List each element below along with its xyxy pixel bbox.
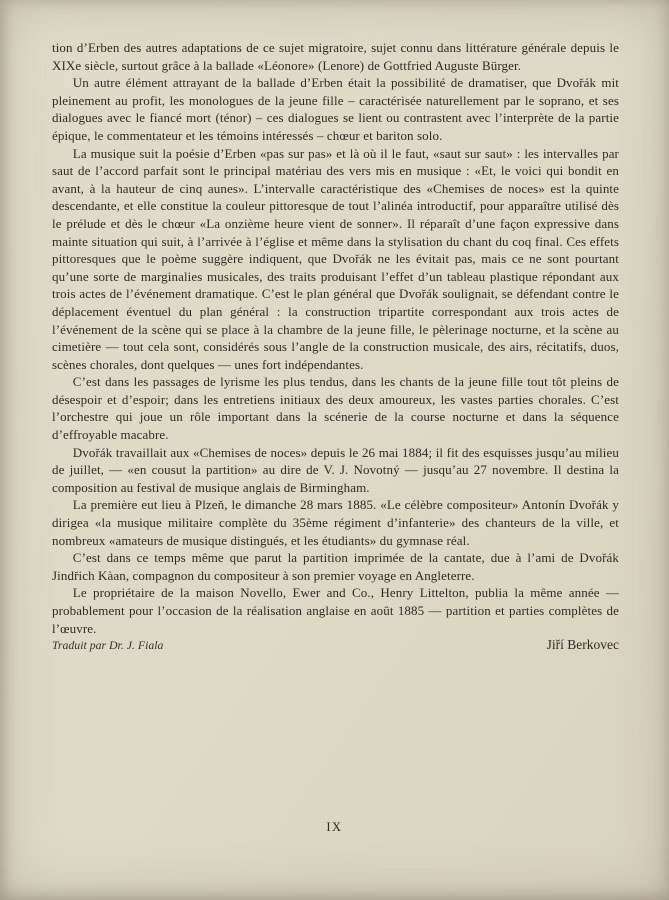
page-body-text xyxy=(52,39,619,637)
paragraph: Le propriétaire de la maison Novello, Ewer and Co., Henry Littelton, publia la même année — probablement pour l’occasion de la réalisation anglaise en août 1885 — partition et parties complètes de l’œuvre. xyxy=(52,585,619,636)
page-number: IX xyxy=(326,820,343,834)
paragraph: Dvořák travaillait aux «Chemises de noces» depuis le 26 mai 1884; il fit des esquisses jusqu’au milieu de juillet, — «en cousut la partition» au dire de V. J. Novotný — jusqu’au 27 novembre. Il destina la composition au festival de musique anglais de Birmingham. xyxy=(52,444,619,495)
translator-credit: Traduit par Dr. J. Fiala xyxy=(52,638,164,652)
author-name: Jiří Berkovec xyxy=(546,637,619,652)
paragraph: La première eut lieu à Plzeň, le dimanche 28 mars 1885. «Le célèbre compositeur» Antonín Dvořák y dirigea «la musique militaire complète du 35ème régiment d’infanterie» des chanteurs de la ville, et nombreux «amateurs de musique distingués, et les étudiants» du gymnase réal. xyxy=(52,497,619,548)
paragraph: C’est dans les passages de lyrisme les plus tendus, dans les chants de la jeune fille tout tôt pleins de désespoir et d’espoir; dans les entretiens initiaux des deux amoureux, les vastes parties chorales. C’est l’orchestre qui joue un rôle important dans la scénerie de la course nocturne et dans la séquence d’effroyable macabre. xyxy=(52,374,619,443)
credits-line xyxy=(52,637,619,653)
paragraph: tion d’Erben des autres adaptations de ce sujet migratoire, sujet connu dans littérature générale depuis le XIXe siècle, surtout grâce à la ballade «Léonore» (Lenore) de Gottfried Auguste Bürger. xyxy=(52,40,619,73)
paragraph: Un autre élément attrayant de la ballade d’Erben était la possibilité de dramatiser, que Dvořák mit pleinement au profit, les monologues de la jeune fille – caractérisée naturellement par le soprano, et ses dialogues avec le fiancé mort (ténor) – ces dialogues se lient ou contrastent avec l’interprète de la partie épique, le commentateur et les témoins intéressés – chœur et bariton solo. xyxy=(52,75,619,143)
paragraph: La musique suit la poésie d’Erben «pas sur pas» et là où il le faut, «saut sur saut» : les intervalles par saut de l’accord parfait sont le principal matériau des vers mis en musique : «Et, le voici qui bondit en avant, à la hauteur de cinq aunes». L’intervalle caractéristique des «Chemises de noces» est la quinte descendante, et elle constitue la couleur pittoresque de tout l’alinéa introductif, pour apparaître utilisé dès le prélude et dès le chœur «La onzième heure vient de sonner». Il réparaît d’une façon expressive dans mainte situation qui suit, à l’arrivée à l’église et même dans la stylisation du chant du coq final. Ces effets pittoresques que le poème suggère indiquent, que Dvořák ne les évitait pas, mais ce ne sont pourtant qu’une sorte de marginalies musicales, des traits produisant l’effet d’un tableau plastique répondant aux trois actes de l’événement dramatique. C’est le plan général que Dvořák soulignait, se défendant contre le déplacement éventuel du plan général : la construction tripartite correspondant aux trois actes de l’événement de la scène qui se place à la chambre de la jeune fille, le pèlerinage nocturne, et la scène au cimetière — tout cela sont, considérés sous l’angle de la construction musicale, des airs, récitatifs, duos, scènes chorales, dont quelques — unes fort indépendantes. xyxy=(52,145,619,372)
paragraph: C’est dans ce temps même que parut la partition imprimée de la cantate, due à l’ami de Dvořák Jindřich Kàan, compagnon du compositeur à son premier voyage en Angleterre. xyxy=(52,550,619,583)
